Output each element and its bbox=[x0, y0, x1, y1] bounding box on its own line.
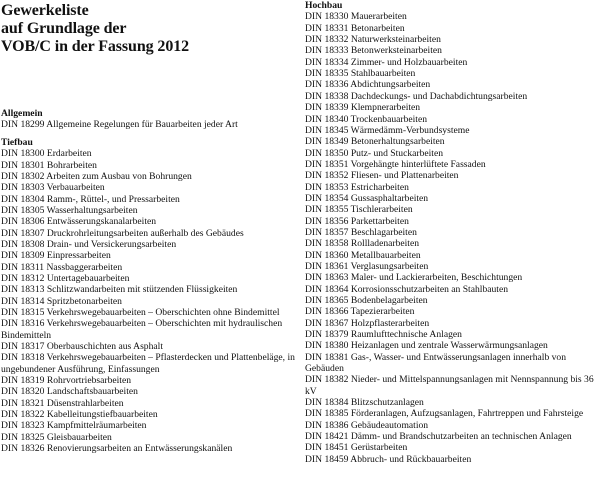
list-item: DIN 18345 Wärmedämm-Verbundsysteme bbox=[305, 124, 470, 136]
document-title bbox=[1, 2, 297, 56]
list-item: DIN 18301 Bohrarbeiten bbox=[1, 159, 97, 171]
list-item: DIN 18366 Tapezierarbeiten bbox=[305, 306, 415, 318]
list-item: DIN 18356 Parkettarbeiten bbox=[305, 215, 409, 227]
list-item: DIN 18325 Gleisbauarbeiten bbox=[1, 431, 112, 443]
list-item: DIN 18363 Maler- und Lackierarbeiten, Beschichtungen bbox=[305, 272, 523, 284]
list-item: DIN 18312 Untertagebauarbeiten bbox=[1, 272, 130, 284]
title-line: Gewerkeliste bbox=[1, 2, 89, 19]
list-item: DIN 18350 Putz- und Stuckarbeiten bbox=[305, 147, 444, 159]
list-item: DIN 18300 Erdarbeiten bbox=[1, 148, 92, 160]
list-item: DIN 18384 Blitzschutzanlagen bbox=[305, 397, 424, 409]
list-item: DIN 18379 Raumlufttechnische Anlagen bbox=[305, 329, 462, 341]
list-item: DIN 18355 Tischlerarbeiten bbox=[305, 204, 413, 216]
list-item: DIN 18367 Holzpflasterarbeiten bbox=[305, 317, 430, 329]
list-item: DIN 18299 Allgemeine Regelungen für Bauarbeiten jeder Art bbox=[1, 119, 238, 131]
list-item: DIN 18334 Zimmer- und Holzbauarbeiten bbox=[305, 56, 468, 68]
list-item: DIN 18306 Entwässerungskanalarbeiten bbox=[1, 216, 157, 228]
list-item: DIN 18318 Verkehrswegebauarbeiten – Pflasterdecken und Plattenbeläge, in ungebundener Ausführung, Einfassungen bbox=[1, 352, 295, 375]
list-item: DIN 18351 Vorgehängte hinterlüftete Fassaden bbox=[305, 158, 486, 170]
title-line: VOB/C in der Fassung 2012 bbox=[1, 38, 190, 55]
list-item: DIN 18349 Betonerhaltungsarbeiten bbox=[305, 136, 445, 148]
right-column bbox=[305, 0, 595, 465]
section-tiefbau bbox=[1, 137, 297, 455]
list-item: DIN 18308 Drain- und Versickerungsarbeiten bbox=[1, 238, 177, 250]
list-item: DIN 18305 Wasserhaltungsarbeiten bbox=[1, 204, 138, 216]
hochbau-list bbox=[305, 11, 595, 465]
list-item: DIN 18451 Gerüstarbeiten bbox=[305, 442, 408, 454]
list-item: DIN 18319 Rohrvortriebsarbeiten bbox=[1, 375, 132, 387]
list-item: DIN 18302 Arbeiten zum Ausbau von Bohrungen bbox=[1, 170, 192, 182]
list-item: DIN 18338 Dachdeckungs- und Dachabdichtungsarbeiten bbox=[305, 90, 528, 102]
list-item: DIN 18336 Abdichtungsarbeiten bbox=[305, 79, 431, 91]
list-item: DIN 18309 Einpressarbeiten bbox=[1, 250, 111, 262]
list-item: DIN 18360 Metallbauarbeiten bbox=[305, 249, 421, 261]
list-item: DIN 18335 Stahlbauarbeiten bbox=[305, 68, 416, 80]
left-column bbox=[1, 2, 297, 454]
list-item: DIN 18320 Landschaftsbauarbeiten bbox=[1, 386, 138, 398]
section-hochbau bbox=[305, 0, 595, 465]
list-item: DIN 18340 Trockenbauarbeiten bbox=[305, 113, 428, 125]
list-item: DIN 18316 Verkehrswegebauarbeiten – Oberschichten mit hydraulischen Bindemitteln bbox=[1, 318, 283, 341]
list-item: DIN 18313 Schlitzwandarbeiten mit stützenden Flüssigkeiten bbox=[1, 284, 238, 296]
list-item: DIN 18321 Düsenstrahlarbeiten bbox=[1, 397, 124, 409]
list-item: DIN 18365 Bodenbelagarbeiten bbox=[305, 295, 428, 306]
list-item: DIN 18323 Kampfmittelräumarbeiten bbox=[1, 420, 147, 432]
list-item: DIN 18381 Gas-, Wasser- und Entwässerungsanlagen innerhalb von Gebäuden bbox=[305, 351, 567, 375]
list-item: DIN 18307 Druckrohrleitungsarbeiten außerhalb des Gebäudes bbox=[1, 227, 244, 239]
list-item: DIN 18364 Korrosionsschutzarbeiten an Stahlbauten bbox=[305, 283, 509, 295]
list-item: DIN 18380 Heizanlagen und zentrale Wasserwärmungsanlagen bbox=[305, 340, 548, 352]
list-item: DIN 18382 Nieder- und Mittelspannungsanlagen mit Nennspannung bis 36 kV bbox=[305, 374, 594, 397]
list-item: DIN 18386 Gebäudeautomation bbox=[305, 419, 429, 431]
list-item: DIN 18339 Klempnerarbeiten bbox=[305, 102, 421, 114]
list-item: DIN 18354 Gussasphaltarbeiten bbox=[305, 192, 429, 204]
section-heading-tiefbau: Tiefbau bbox=[1, 136, 33, 148]
section-allgemein bbox=[1, 108, 297, 131]
list-item: DIN 18317 Oberbauschichten aus Asphalt bbox=[1, 341, 163, 352]
list-item: DIN 18421 Dämm- und Brandschutzarbeiten an technischen Anlagen bbox=[305, 431, 572, 443]
list-item: DIN 18304 Ramm-, Rüttel-, und Pressarbeiten bbox=[1, 193, 180, 205]
tiefbau-list bbox=[1, 148, 297, 454]
section-heading-allgemein: Allgemein bbox=[1, 108, 43, 119]
list-item: DIN 18333 Betonwerksteinarbeiten bbox=[305, 45, 442, 57]
list-item: DIN 18361 Verglasungsarbeiten bbox=[305, 260, 429, 272]
list-item: DIN 18331 Betonarbeiten bbox=[305, 22, 405, 34]
list-item: DIN 18322 Kabelleitungstiefbauarbeiten bbox=[1, 409, 158, 421]
list-item: DIN 18315 Verkehrswegebauarbeiten – Oberschichten ohne Bindemittel bbox=[1, 306, 280, 318]
list-item: DIN 18326 Renovierungsarbeiten an Entwässerungskanälen bbox=[1, 443, 233, 455]
title-line: auf Grundlage der bbox=[1, 20, 127, 37]
list-item: DIN 18311 Nassbaggerarbeiten bbox=[1, 261, 123, 273]
list-item: DIN 18353 Estricharbeiten bbox=[305, 181, 409, 193]
list-item: DIN 18352 Fliesen- und Plattenarbeiten bbox=[305, 170, 459, 182]
list-item: DIN 18459 Abbruch- und Rückbauarbeiten bbox=[305, 453, 472, 465]
list-item: DIN 18385 Förderanlagen, Aufzugsanlagen, Fahrtreppen und Fahrsteige bbox=[305, 408, 584, 420]
list-item: DIN 18314 Spritzbetonarbeiten bbox=[1, 295, 122, 307]
list-item: DIN 18358 Rollladenarbeiten bbox=[305, 238, 420, 250]
section-heading-hochbau: Hochbau bbox=[305, 0, 343, 11]
list-item: DIN 18330 Mauerarbeiten bbox=[305, 11, 407, 23]
list-item: DIN 18303 Verbauarbeiten bbox=[1, 182, 105, 194]
list-item: DIN 18332 Naturwerksteinarbeiten bbox=[305, 34, 441, 46]
list-item: DIN 18357 Beschlagarbeiten bbox=[305, 226, 417, 238]
